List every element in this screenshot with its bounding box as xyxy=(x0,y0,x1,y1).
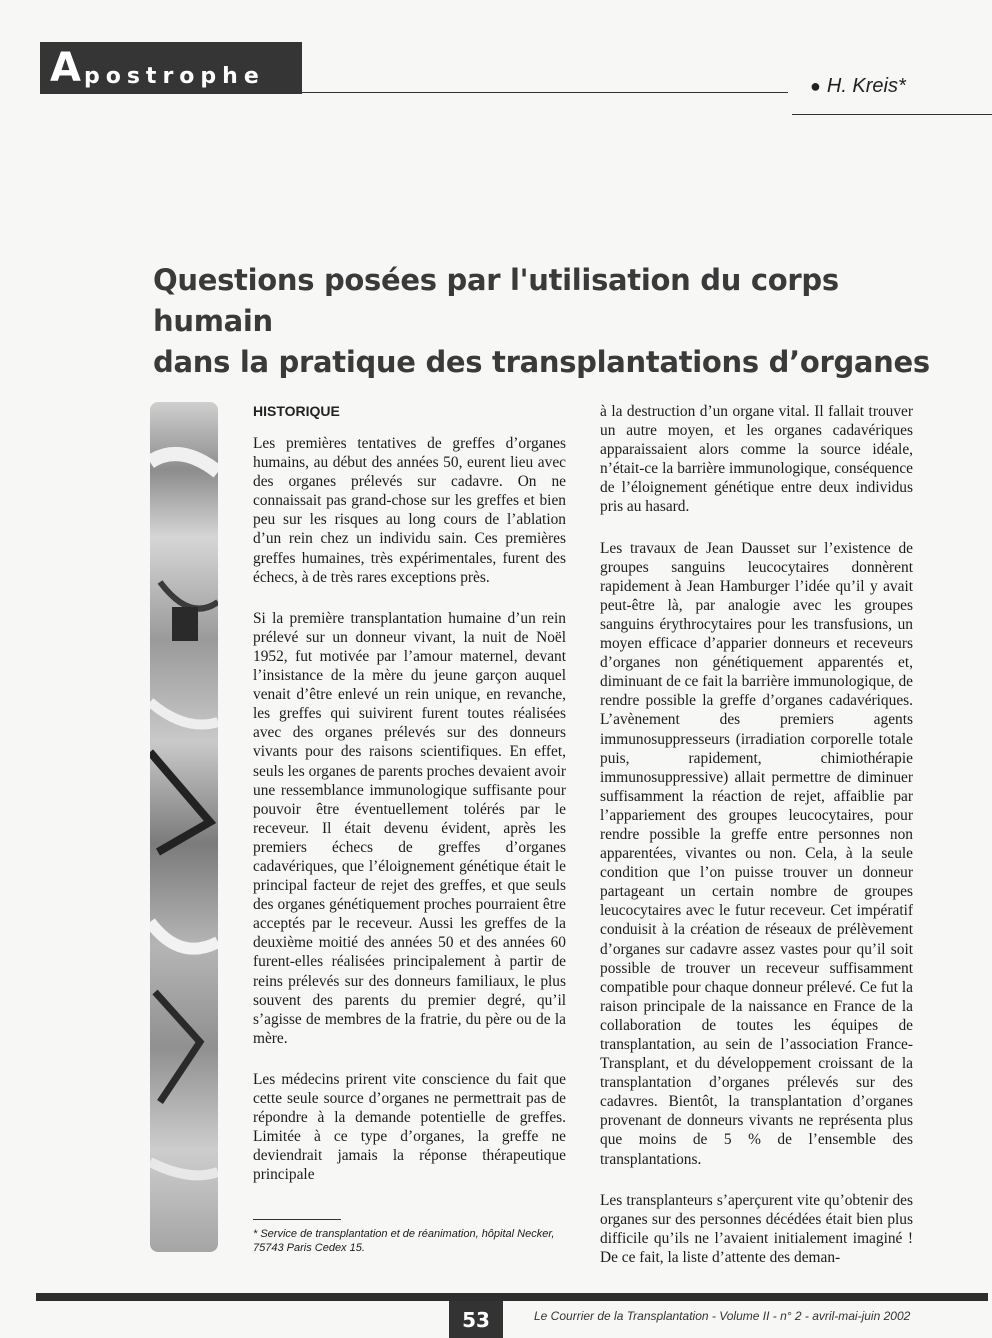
author-line xyxy=(810,75,906,98)
bullet-icon: ● xyxy=(810,76,821,96)
section-initial: A xyxy=(50,45,82,91)
column-left xyxy=(253,402,566,1206)
page-number: 53 xyxy=(449,1301,503,1338)
title-line-2: dans la pratique des transplantations d’organes xyxy=(153,345,930,379)
article-title xyxy=(153,260,933,383)
section-banner xyxy=(40,42,302,94)
journal-reference: Le Courrier de la Transplantation - Volume II - n° 2 - avril-mai-juin 2002 xyxy=(534,1309,911,1323)
header-rule xyxy=(302,92,788,93)
paragraph: Les premières tentatives de greffes d’organes humains, au début des années 50, eurent lieu avec des organes prélevés sur cadavre. On ne connaissait pas grand-chose sur les greffes et bien peu sur les risques au long cours de l’ablation d’un rein chez un individu sain. Ces premières greffes humaines, très expérimentales, furent des échecs, à de très rares exceptions près. xyxy=(253,435,566,586)
section-name: postrophe xyxy=(83,64,265,89)
footnote-rule xyxy=(253,1219,341,1220)
paragraph: Si la première transplantation humaine d’un rein prélevé sur un donneur vivant, la nuit de Noël 1952, fut motivée par l’amour maternel, devant l’insistance de la mère du jeune garçon auquel venait d’être enlevé un rein unique, en revanche, les greffes qui suivirent furent toutes réalisées avec des organes prélevés sur des donneurs vivants pour des raisons scientifiques. En effet, seuls les organes de parents proches devaient avoir une ressemblance immunologique suffisante pour pouvoir être éventuellement tolérés par le receveur. Il était devenu évident, après les premiers échecs de greffes d’organes cadavériques, que l’éloignement génétique était le principal facteur de rejet des greffes, et que seuls des organes génétiquement proches pourraient être acceptés par le receveur. Aussi les greffes de la deuxième moitié des années 50 et des années 60 furent-elles réalisées principalement à partir de reins prélevés sur des donneurs familiaux, le plus souvent des parents du premier degré, qu’il s’agisse de membres de la fratrie, du père ou de la mère. xyxy=(253,609,566,1047)
paragraph: Les transplanteurs s’aperçurent vite qu’obtenir des organes sur des personnes décédées était bien plus difficile qu’ils ne l’avaient initialement imaginé ! De ce fait, la liste d’attente des deman- xyxy=(600,1191,913,1266)
decorative-painting xyxy=(150,402,218,1252)
footnote: * Service de transplantation et de réanimation, hôpital Necker, 75743 Paris Cedex 15. xyxy=(253,1228,555,1254)
paragraph: Les travaux de Jean Dausset sur l’existence de groupes sanguins leucocytaires donnèrent rapidement à Jean Hamburger l’idée qu’il y avait peut-être là, par analogie avec les groupes sanguins érythrocytaires pour les transfusions, un moyen efficace d’apparier donneurs et receveurs d’organes non génétiquement apparentés et, diminuant de ce fait la barrière immunologique, de rendre possible la greffe d’organes cadavériques. L’avènement des premiers agents immunosuppresseurs (irradiation corporelle totale puis, rapidement, chimiothérapie immunosuppressive) allait permettre de diminuer suffisamment la réaction de rejet, affaiblie par l’appariement des groupes leucocytaires, pour rendre possible la greffe entre personnes non apparentées, vivantes ou non. Cela, à la seule condition que l’on puisse trouver un donneur partageant un certain nombre de groupes leucocytaires avec le futur receveur. Cet impératif conduisit à la création de réseaux de prélèvement d’organes sur cadavre assez vastes pour qu’il soit possible de trouver un receveur suffisamment compatible pour chaque donneur prélevé. Ce fut la raison principale de la naissance en France de la collaboration de toutes les équipes de transplantation, au sein de l’association France-Transplant, et du développement croissant de la transplantation d’organes prélevés sur des cadavres. Bientôt, la transplantation d’organes provenant de donneurs vivants ne représenta plus que moins de 5 % de l’ensemble des transplantations. xyxy=(600,539,913,1168)
author-rule xyxy=(792,114,992,115)
section-heading: HISTORIQUE xyxy=(253,403,340,419)
painting-strokes xyxy=(150,402,218,1252)
footer-bar xyxy=(36,1293,988,1301)
author-name: H. Kreis* xyxy=(826,75,906,97)
column-right xyxy=(600,402,913,1289)
paragraph: Les médecins prirent vite conscience du fait que cette seule source d’organes ne permettrait pas de répondre à la demande potentielle de greffes. Limitée à ce type d’organes, la greffe ne deviendrait jamais la réponse thérapeutique principale xyxy=(253,1070,566,1184)
paragraph: à la destruction d’un organe vital. Il fallait trouver un autre moyen, et les organes cadavériques apparaissaient alors comme la source idéale, n’était-ce la barrière immunologique, conséquence de l’éloignement génétique entre deux individus pris au hasard. xyxy=(600,403,913,516)
title-line-1: Questions posées par l'utilisation du corps humain xyxy=(153,263,839,338)
